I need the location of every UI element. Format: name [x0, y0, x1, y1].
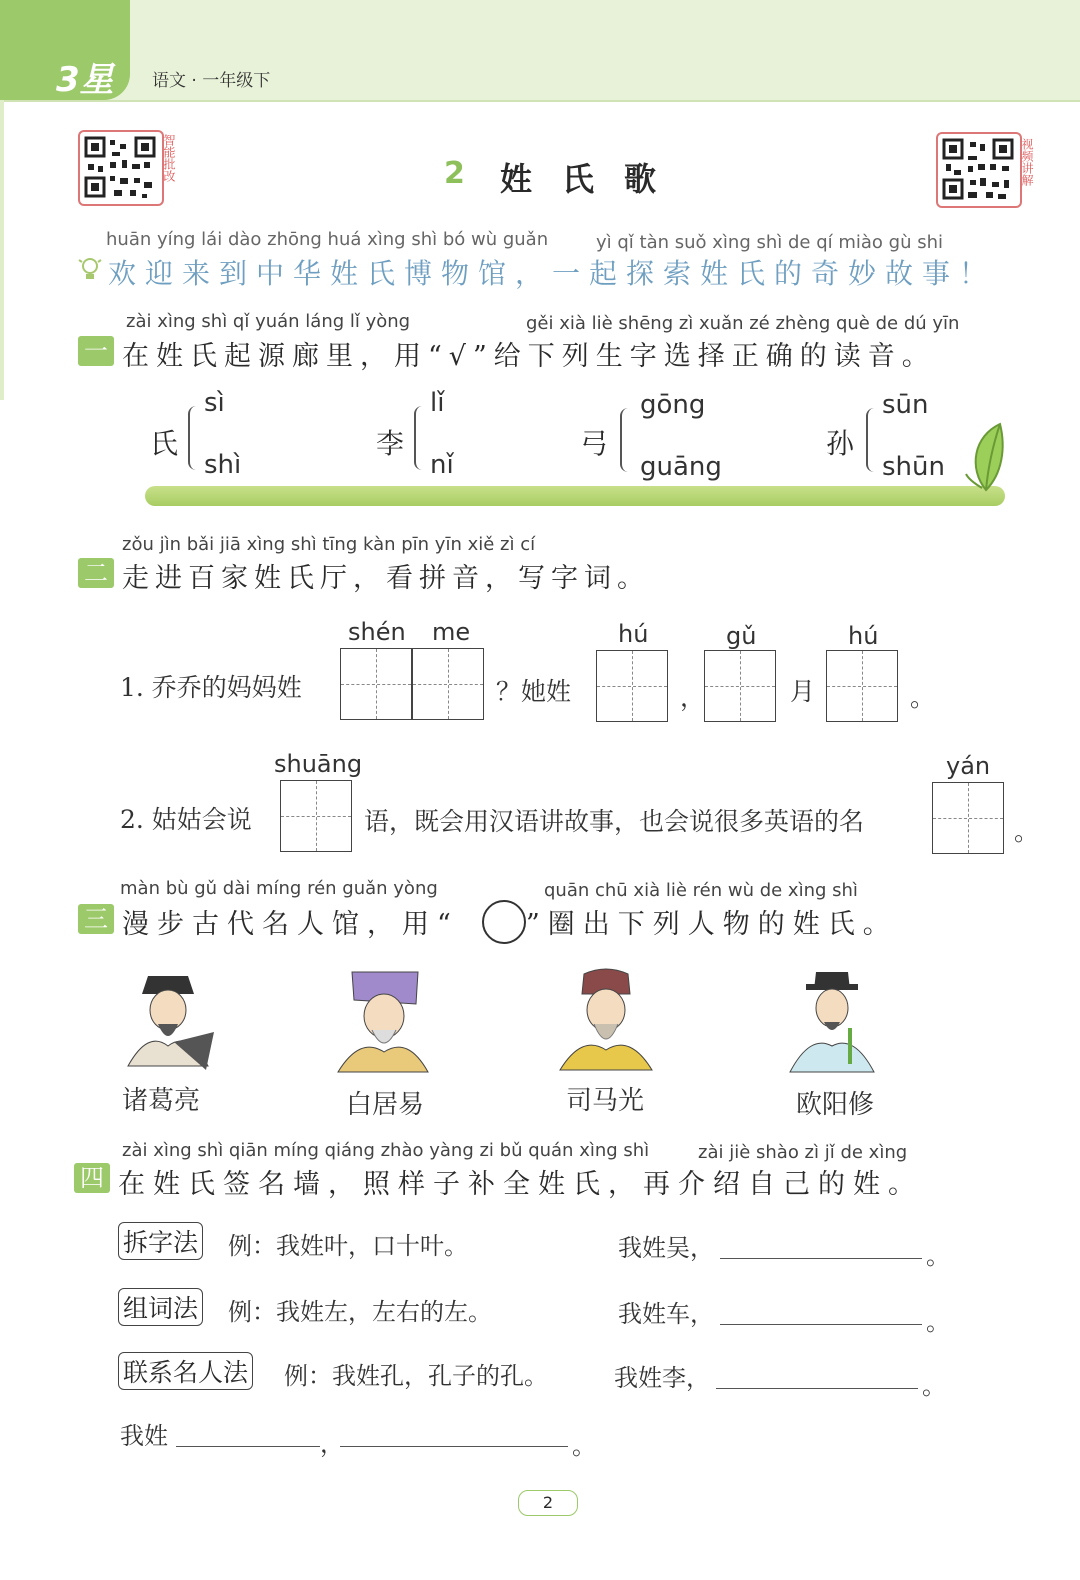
s2-q1-comma: ， — [680, 683, 706, 712]
s2-q1-pinyin-2: me — [432, 618, 471, 646]
row-end-1: 。 — [926, 1242, 950, 1270]
brace — [188, 406, 196, 470]
s4-pinyin-a: zài xìng shì qiān míng qiáng zhào yàng zi bǔ quán xìng shì — [122, 1140, 650, 1161]
s1-option-4b[interactable]: shūn — [882, 452, 945, 482]
person-name-3[interactable]: 司马光 — [566, 1086, 645, 1116]
s2-q1-prefix: 1. 乔乔的妈妈姓 — [120, 673, 302, 702]
s2-q1-pinyin-5: hú — [848, 622, 879, 650]
answer-line[interactable] — [720, 1258, 922, 1259]
s2-pinyin: zǒu jìn bǎi jiā xìng shì tīng kàn pīn yīn xiě zì cí — [122, 534, 536, 555]
s2-q1-end: 。 — [910, 683, 936, 712]
lesson-number: 2 — [444, 156, 465, 191]
brace — [414, 406, 422, 470]
banner-pinyin-a: huān yíng lái dào zhōng huá xìng shì bó wù guǎn — [106, 229, 549, 250]
s4-pinyin-b: zài jiè shào zì jǐ de xìng — [698, 1142, 908, 1163]
s2-q1-yue: 月 — [790, 677, 816, 706]
answer-line[interactable] — [720, 1324, 922, 1325]
s1-option-2b[interactable]: nǐ — [430, 450, 454, 480]
example-1: 例：我姓叶，口十叶。 — [228, 1232, 468, 1260]
s2-q1-pinyin-1: shén — [348, 618, 406, 646]
section-marker-1: 一 — [78, 336, 114, 366]
writing-grid[interactable] — [340, 648, 412, 720]
header-divider — [0, 100, 1080, 102]
s1-pinyin-a: zài xìng shì qǐ yuán láng lǐ yòng — [126, 311, 411, 332]
s1-char-3: 弓 — [580, 427, 609, 460]
s2-q2-pinyin-2: yán — [946, 752, 991, 780]
s3-instruction-a: 漫步古代名人馆，用“ — [122, 909, 459, 940]
prompt-2: 我姓车， — [618, 1300, 714, 1328]
section-marker-4: 四 — [74, 1163, 110, 1193]
difficulty-badge: 3星 — [56, 60, 114, 100]
page-number: 2 — [518, 1490, 578, 1516]
answer-line[interactable] — [340, 1446, 568, 1447]
qr-code-left[interactable] — [78, 130, 164, 206]
qr-label-left: 智能批改 — [162, 134, 176, 182]
example-2: 例：我姓左，左右的左。 — [228, 1298, 492, 1326]
subject-label: 语文 · 一年级下 — [152, 71, 271, 91]
s3-instruction-b: ”圈出下列人物的姓氏。 — [526, 909, 898, 940]
banner-pinyin-b: yì qǐ tàn suǒ xìng shì de qí miào gù shi — [596, 232, 943, 253]
qr-pattern-icon — [938, 134, 1020, 206]
writing-grid[interactable] — [704, 650, 776, 722]
s4-instruction: 在姓氏签名墙，照样子补全姓氏，再介绍自己的姓。 — [118, 1169, 923, 1200]
s1-option-1a[interactable]: sì — [204, 388, 225, 418]
s1-char-2: 李 — [376, 427, 405, 460]
prompt-1: 我姓吴， — [618, 1234, 714, 1262]
s2-q2-end: 。 — [1014, 817, 1040, 846]
portrait-bai-juyi-icon — [332, 964, 432, 1074]
s2-q2-pinyin-1: shuāng — [274, 750, 363, 778]
banner-text: 欢迎来到中华姓氏博物馆，一起探索姓氏的奇妙故事！ — [108, 257, 997, 290]
s1-option-4a[interactable]: sūn — [882, 390, 929, 420]
s1-instruction: 在姓氏起源廊里，用“√”给下列生字选择正确的读音。 — [122, 341, 936, 372]
writing-grid[interactable] — [280, 780, 352, 852]
prompt-3: 我姓李， — [614, 1364, 710, 1392]
qr-code-right[interactable] — [936, 132, 1022, 208]
last-end: 。 — [572, 1432, 596, 1460]
grass-strip — [145, 486, 1005, 506]
person-name-4[interactable]: 欧阳修 — [796, 1090, 875, 1120]
portrait-sima-guang-icon — [556, 964, 656, 1074]
qr-pattern-icon — [80, 132, 162, 204]
section-marker-3: 三 — [78, 904, 114, 934]
s1-option-2a[interactable]: lǐ — [430, 388, 445, 418]
writing-grid[interactable] — [826, 650, 898, 722]
s1-option-1b[interactable]: shì — [204, 450, 242, 480]
last-comma: ， — [320, 1430, 344, 1458]
s2-q2-prefix: 2. 姑姑会说 — [120, 805, 252, 834]
s2-q1-pinyin-3: hú — [618, 620, 649, 648]
s2-q1-mid: ？她姓 — [496, 677, 572, 706]
s2-q1-pinyin-4: gǔ — [726, 622, 757, 650]
s1-char-1: 氏 — [150, 427, 179, 460]
brace — [620, 408, 628, 472]
method-tag-1: 拆字法 — [118, 1222, 203, 1260]
lightbulb-icon — [78, 256, 102, 282]
portrait-zhuge-liang-icon — [118, 966, 218, 1076]
answer-line[interactable] — [716, 1388, 918, 1389]
method-tag-3: 联系名人法 — [118, 1352, 253, 1390]
writing-grid[interactable] — [932, 782, 1004, 854]
s1-pinyin-b: gěi xià liè shēng zì xuǎn zé zhèng què de dú yīn — [526, 313, 960, 334]
s2-q2-mid: 语，既会用汉语讲故事，也会说很多英语的名 — [364, 807, 865, 836]
person-name-2[interactable]: 白居易 — [346, 1090, 425, 1120]
s3-pinyin-a: màn bù gǔ dài míng rén guǎn yòng — [120, 878, 438, 899]
example-3: 例：我姓孔，孔子的孔。 — [284, 1362, 548, 1390]
lesson-title: 姓氏歌 — [500, 160, 687, 198]
row-end-3: 。 — [922, 1372, 946, 1400]
leaf-icon — [962, 418, 1008, 494]
writing-grid[interactable] — [596, 650, 668, 722]
s2-instruction: 走进百家姓氏厅，看拼音，写字词。 — [122, 563, 650, 594]
page-edge — [0, 100, 4, 400]
s1-option-3b[interactable]: guāng — [640, 452, 722, 482]
last-prefix: 我姓 — [120, 1422, 168, 1450]
row-end-2: 。 — [926, 1308, 950, 1336]
s3-pinyin-b: quān chū xià liè rén wù de xìng shì — [544, 880, 858, 901]
qr-label-right: 视频讲解 — [1020, 138, 1034, 186]
portrait-ouyang-xiu-icon — [782, 966, 882, 1076]
answer-line[interactable] — [176, 1446, 320, 1447]
circle-symbol-icon — [482, 900, 526, 944]
writing-grid[interactable] — [412, 648, 484, 720]
method-tag-2: 组词法 — [118, 1288, 203, 1326]
person-name-1[interactable]: 诸葛亮 — [122, 1086, 201, 1116]
brace — [866, 408, 874, 472]
s1-option-3a[interactable]: gōng — [640, 390, 706, 420]
s1-char-4: 孙 — [826, 427, 855, 460]
section-marker-2: 二 — [78, 558, 114, 588]
